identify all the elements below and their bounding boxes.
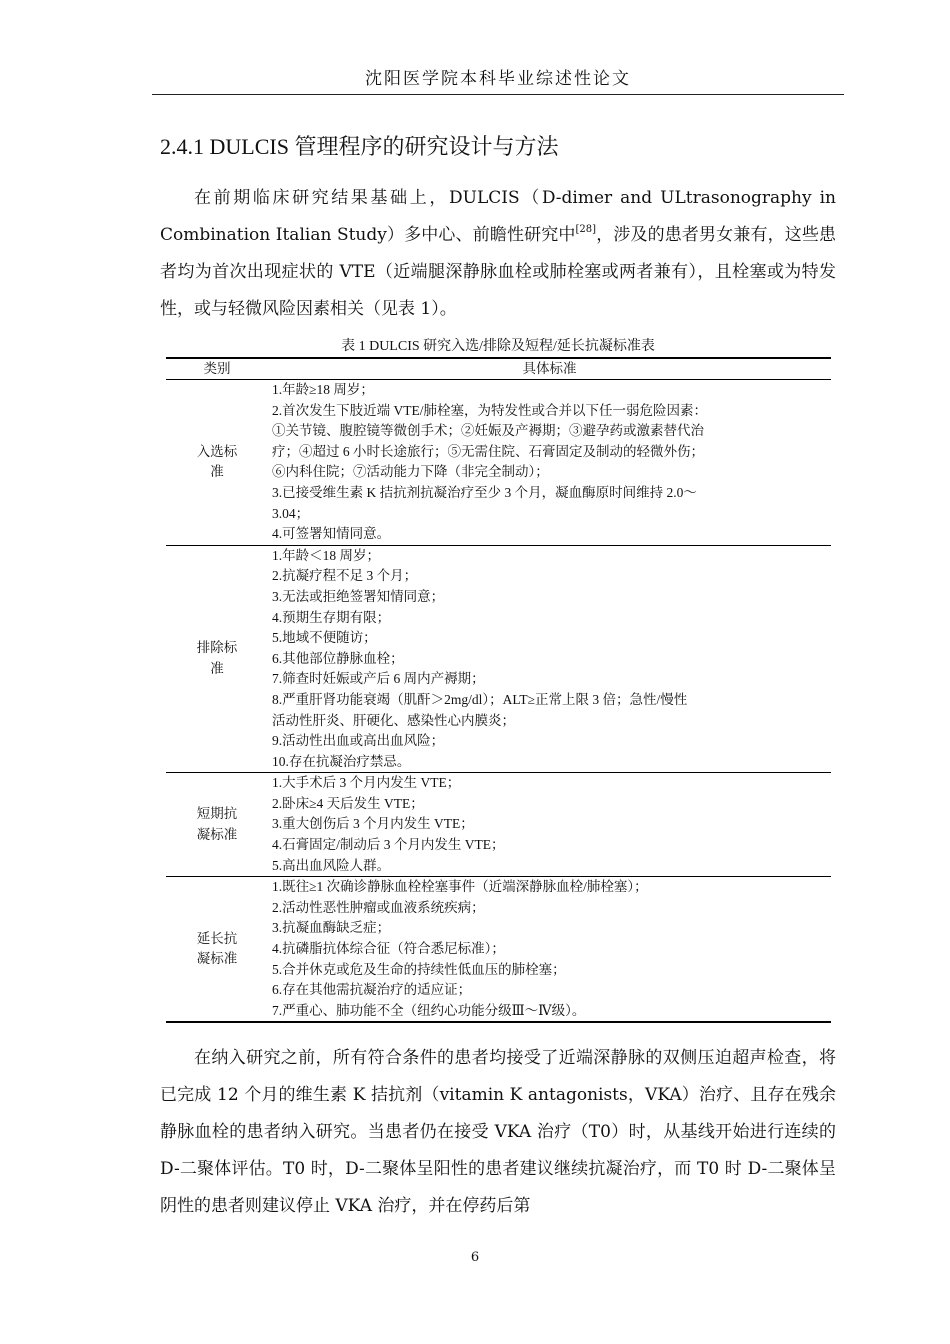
criteria-line: 4.石膏固定/制动后 3 个月内发生 VTE； — [272, 837, 505, 853]
criteria-line: 1.年龄＜18 周岁； — [272, 547, 380, 563]
criteria-line: 5.地域不便随访； — [272, 630, 377, 646]
criteria-line: 8.严重肝肾功能衰竭（肌酐＞2mg/dl）；ALT≥正常上限 3 倍；急性/慢性 — [272, 691, 688, 707]
row-category-label: 入选标准 — [196, 443, 238, 480]
row-category-label: 延长抗凝标准 — [196, 930, 238, 967]
criteria-line: ⑥内科住院；⑦活动能力下降（非完全制动）； — [272, 464, 549, 480]
table-row — [166, 545, 831, 773]
paragraph-intro — [160, 180, 836, 328]
table-row — [166, 380, 831, 546]
criteria-line: 5.合并休克或危及生命的持续性低血压的肺栓塞； — [272, 961, 566, 977]
section-title: 2.4.1 DULCIS 管理程序的研究设计与方法 — [160, 134, 559, 159]
criteria-line: 7.筛查时妊娠或产后 6 周内产褥期； — [272, 671, 485, 687]
criteria-line: 3.无法或拒绝签署知情同意； — [272, 588, 445, 604]
criteria-line: 1.年龄≥18 周岁； — [272, 382, 374, 397]
criteria-line: 3.重大创伤后 3 个月内发生 VTE； — [272, 816, 474, 832]
row-criteria — [268, 773, 831, 877]
criteria-line: 10.存在抗凝治疗禁忌。 — [272, 753, 411, 769]
paragraph-intro-text-cont: ，涉及的患者男女兼有，这些患者均为首次出现症状的 VTE（近端腿深静脉血栓或肺栓塞或两者兼有），且栓塞或为特发性，或与轻微风险因素相关（见表 1）。 — [160, 225, 837, 319]
row-category — [166, 877, 268, 1023]
row-category — [166, 380, 268, 546]
criteria-line: 7.严重心、肺功能不全（纽约心功能分级Ⅲ～Ⅳ级）。 — [272, 1002, 586, 1018]
paragraph-intro-text: 在前期临床研究结果基础上，DULCIS（D-dimer and ULtrasonography in Combination Italian Study）多中心、前瞻性研究中 — [160, 188, 836, 245]
criteria-line: 2.抗凝疗程不足 3 个月； — [272, 568, 418, 584]
row-criteria — [268, 545, 831, 773]
header-rule — [152, 94, 844, 95]
criteria-line: 4.预期生存期有限； — [272, 609, 391, 625]
table-row — [166, 773, 831, 877]
criteria-line: 6.其他部位静脉血栓； — [272, 650, 404, 666]
page-number: 6 — [470, 1250, 480, 1265]
header-criteria: 具体标准 — [268, 358, 831, 380]
criteria-table — [166, 357, 831, 1023]
criteria-line: 5.高出血风险人群。 — [272, 857, 391, 873]
table-caption: 表 1 DULCIS 研究入选/排除及短程/延长抗凝标准表 — [341, 339, 655, 354]
criteria-line: 2.活动性恶性肿瘤或血液系统疾病； — [272, 899, 485, 915]
criteria-line: ①关节镜、腹腔镜等微创手术；②妊娠及产褥期；③避孕药或激素替代治 — [272, 423, 704, 439]
criteria-line: 疗；④超过 6 小时长途旅行；⑤无需住院、石膏固定及制动的轻微外伤； — [272, 443, 704, 459]
row-criteria — [268, 380, 831, 546]
table-row — [166, 877, 831, 1023]
running-header: 沈阳医学院本科毕业综述性论文 — [365, 69, 631, 89]
criteria-line: 1.大手术后 3 个月内发生 VTE； — [272, 775, 461, 791]
citation-ref: [28] — [575, 224, 597, 235]
criteria-line: 2.卧床≥4 天后发生 VTE； — [272, 795, 424, 811]
criteria-line: 2.首次发生下肢近端 VTE/肺栓塞，为特发性或合并以下任一弱危险因素： — [272, 402, 707, 418]
header-category: 类别 — [166, 358, 268, 380]
row-criteria — [268, 877, 831, 1023]
row-category-label: 短期抗凝标准 — [196, 806, 238, 842]
criteria-line: 4.抗磷脂抗体综合征（符合悉尼标准）； — [272, 941, 505, 957]
criteria-line: 3.已接受维生素 K 拮抗剂抗凝治疗至少 3 个月，凝血酶原时间维持 2.0～ — [272, 484, 697, 500]
row-category-label: 排除标准 — [196, 640, 238, 677]
criteria-line: 3.抗凝血酶缺乏症； — [272, 920, 391, 936]
row-category — [166, 545, 268, 773]
criteria-line: 3.04； — [272, 505, 310, 521]
criteria-line: 活动性肝炎、肝硬化、感染性心内膜炎； — [272, 712, 515, 728]
criteria-line: 6.存在其他需抗凝治疗的适应证； — [272, 982, 472, 998]
criteria-line: 4.可签署知情同意。 — [272, 526, 391, 542]
paragraph-method: 在纳入研究之前，所有符合条件的患者均接受了近端深静脉的双侧压迫超声检查，将已完成 12 个月的维生素 K 拮抗剂（vitamin K antagonists，VKA）治疗、且存在残余静脉血栓的患者纳入研究。当患者仍在接受 VKA 治疗（T0）时，从基线开始进行连续的 D-二聚体评估。T0 时，D-二聚体呈阳性的患者建议继续抗凝治疗，而 T0 时 D-二聚体呈阴性的患者则建议停止 VKA 治疗，并在停药后第 — [160, 1048, 836, 1216]
table-body — [166, 380, 831, 1023]
criteria-line: 1.既往≥1 次确诊静脉血栓栓塞事件（近端深静脉血栓/肺栓塞）； — [272, 879, 648, 895]
table-header-row — [166, 358, 831, 380]
criteria-line: 9.活动性出血或高出血风险； — [272, 733, 445, 749]
row-category — [166, 773, 268, 877]
